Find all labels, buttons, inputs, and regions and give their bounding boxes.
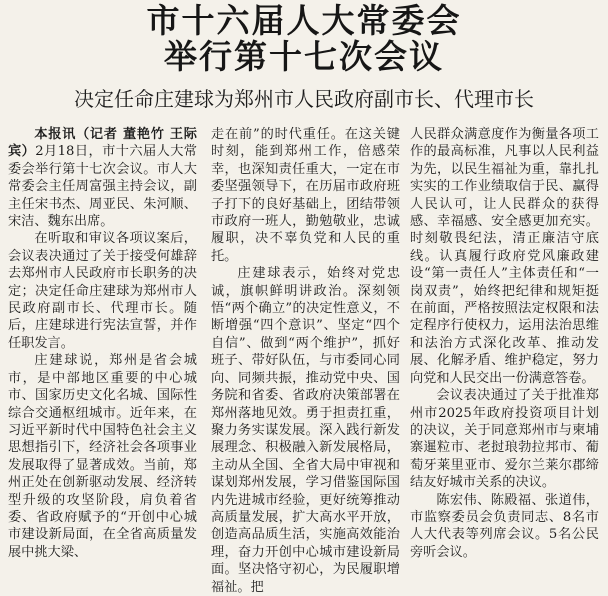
article-column-3	[410, 126, 599, 560]
byline: 本报讯（记者 董艳竹 王际宾）	[8, 127, 197, 160]
headline-line-1: 市十六届人大常委会	[146, 1, 462, 40]
paragraph-continued: 走在前”的时代重任。在这关键时刻，能到郑州工作，倍感荣幸，也深知责任重大，一定在市委坚强领导下，在历届市政府班子打下的良好基础上，团结带领市政府一班人，勤勉敬业，忠诚履职，决不辜负党和人民的重托。	[211, 127, 400, 264]
headline-line-2: 举行第十七次会议	[164, 37, 444, 76]
article-column-2	[211, 126, 400, 595]
paragraph: 会议表决通过了关于批准郑州市2025年政府投资项目计划的决议，关于同意郑州市与柬埔寨暹粒市、老挝琅勃拉邦市、葡萄牙莱里亚市、爱尔兰莱尔郡缔结友好城市关系的决议。	[410, 388, 599, 491]
paragraph-continued: 人民群众满意度作为衡量各项工作的最高标准，凡事以人民利益为先，以民生福祉为重，靠扎扎实实的工作业绩取信于民、赢得人民认可，让人民群众的获得感、幸福感、安全感更加充实。时刻敬畏纪法，清正廉洁守底线。认真履行政府党风廉政建设“第一责任人”主体责任和“一岗双责”，始终把纪律和规矩挺在前面，严格按照法定权限和法定程序行使权力，运用法治思维和法治方式深化改革、推动发展、化解矛盾、维护稳定，努力向党和人民交出一份满意答卷。	[410, 127, 599, 386]
paragraph: 庄建球说，郑州是省会城市，是中部地区重要的中心城市、国家历史文化名城、国际性综合交通枢纽城市。近年来，在习近平新时代中国特色社会主义思想指引下，经济社会各项事业发展取得了显著成效。当前，郑州正处在创新驱动发展、经济转型升级的攻坚阶段，肩负着省委、省政府赋予的“开创中心城市建设新局面，在全省高质量发展中挑大梁、	[8, 353, 197, 560]
paragraph-text: 2月18日，市十六届人大常委会举行第十七次会议。市人大常委会主任周富强主持会议，副主任宋书杰、周亚民、朱河顺、宋洁、魏东出席。	[8, 144, 197, 230]
subheadline: 决定任命庄建球为郑州市人民政府副市长、代理市长	[74, 87, 534, 111]
article-column-1	[8, 126, 197, 560]
paragraph-opening	[8, 126, 197, 230]
paragraph: 陈宏伟、陈殿福、张道伟，市监察委员会负责同志、8名市人大代表等列席会议。5名公民旁听会议。	[410, 492, 599, 560]
paragraph: 在听取和审议各项议案后，会议表决通过了关于接受何雄辞去郑州市人民政府市长职务的决定；决定任命庄建球为郑州市人民政府副市长、代理市长。随后，庄建球进行宪法宣誓，并作任职发言。	[8, 231, 197, 351]
paragraph: 庄建球表示，始终对党忠诚，旗帜鲜明讲政治。深刻领悟“两个确立”的决定性意义，不断增强“四个意识”、坚定“四个自信”、做到“两个维护”，抓好班子、带好队伍，与市委同心同向、同频共振，推动党中央、国务院和省委、省政府决策部署在郑州落地见效。勇于担责扛重，聚力务实谋发展。深入践行新发展理念、积极融入新发展格局，主动从全国、全省大局中审视和谋划郑州发展，学习借鉴国际国内先进城市经验，更好统筹推动高质量发展，扩大高水平开放，创造高品质生活，实施高效能治理，奋力开创中心城市建设新局面。坚决恪守初心，为民履职增福祉。把	[211, 266, 400, 595]
